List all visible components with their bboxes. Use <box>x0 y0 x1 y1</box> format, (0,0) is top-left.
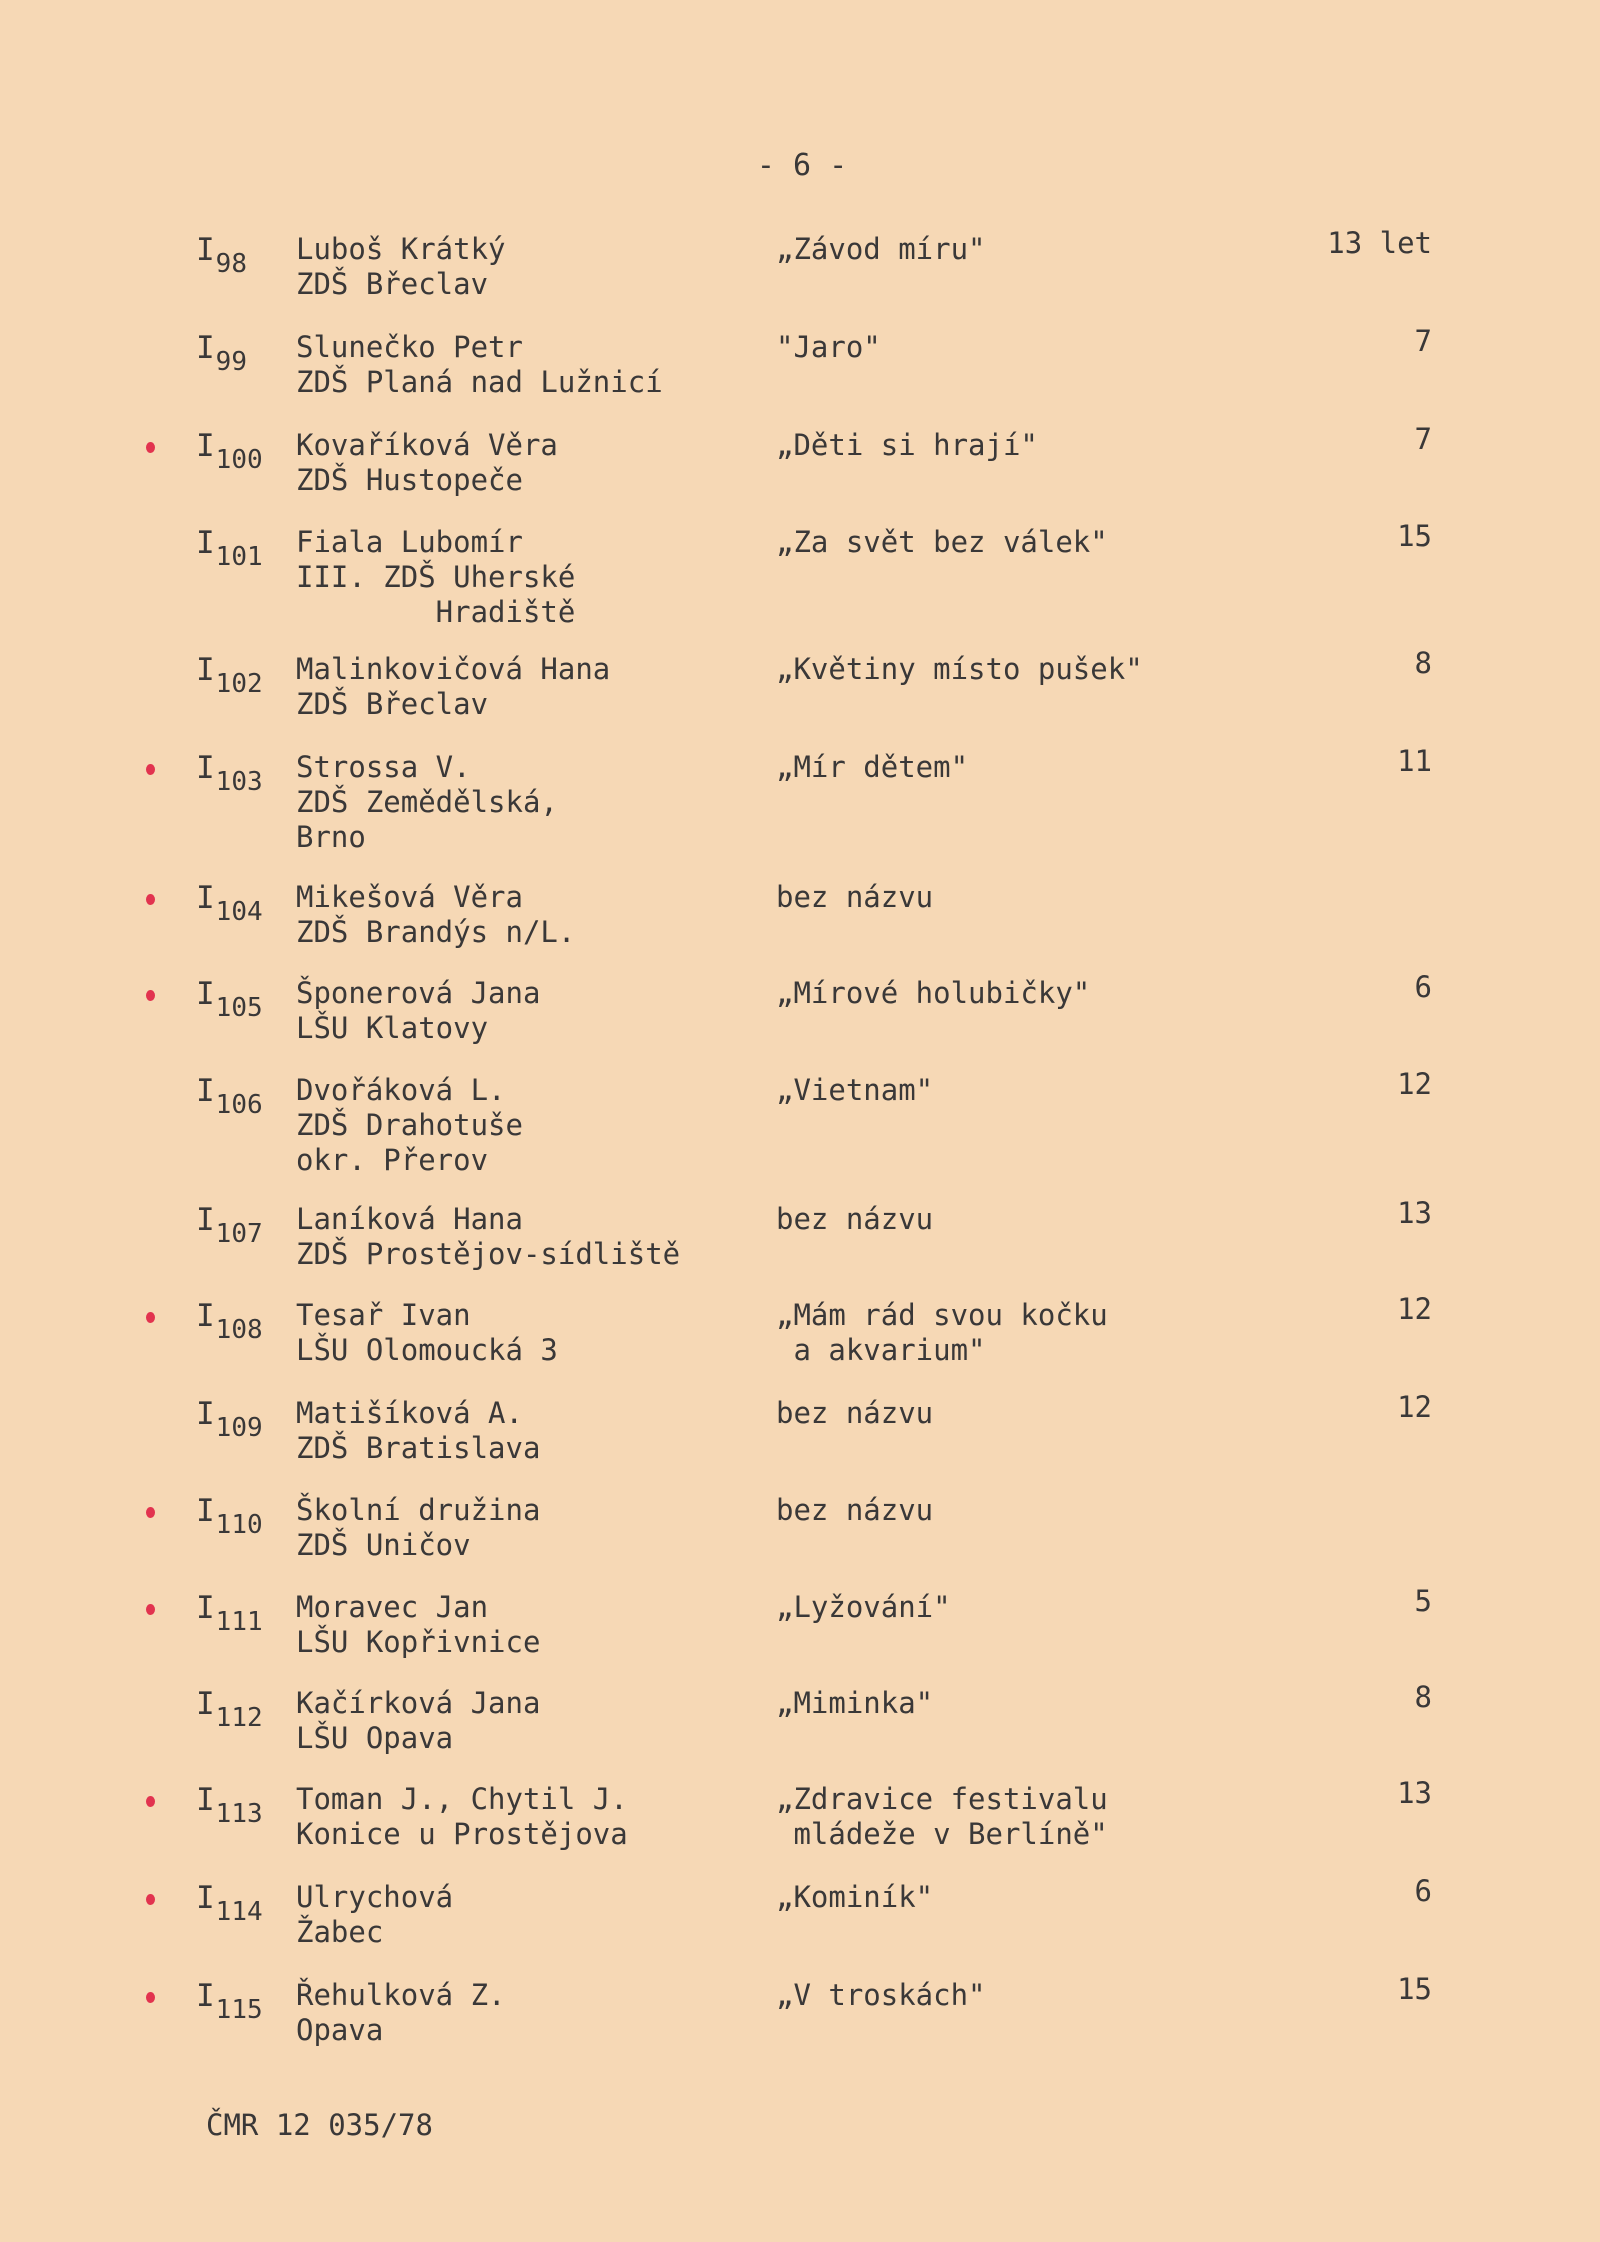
entry-age: 15 <box>1397 1972 1432 2006</box>
entry-title: „Kominík" <box>776 1880 934 1914</box>
red-mark-icon <box>146 894 155 905</box>
entry-author: Šponerová Jana LŠU Klatovy <box>296 976 541 1045</box>
entry-age: 13 <box>1397 1776 1432 1810</box>
entry-reference: $I_{113}$ <box>196 1782 263 1829</box>
entry-reference: $I_{101}$ <box>196 525 263 572</box>
entry-age: 13 <box>1397 1196 1432 1230</box>
entry-reference: $I_{102}$ <box>196 652 263 699</box>
red-mark-icon <box>146 442 155 453</box>
red-mark-icon <box>146 990 155 1001</box>
entry-age: 7 <box>1414 324 1432 358</box>
entry-reference: $I_{99}$ <box>196 330 247 377</box>
entry-author: Kačírková Jana LŠU Opava <box>296 1686 541 1755</box>
entry-reference: $I_{106}$ <box>196 1073 263 1120</box>
red-mark-icon <box>146 1796 155 1807</box>
entry-author: Školní družina ZDŠ Uničov <box>296 1493 541 1562</box>
entry-author: Fiala Lubomír III. ZDŠ Uherské Hradiště <box>296 525 576 629</box>
red-mark-icon <box>146 1507 155 1518</box>
entry-author: Slunečko Petr ZDŠ Planá nad Lužnicí <box>296 330 663 399</box>
entry-author: Strossa V. ZDŠ Zemědělská, Brno <box>296 750 558 854</box>
entry-author: Ulrychová Žabec <box>296 1880 454 1949</box>
entry-age: 13 let <box>1327 226 1432 260</box>
entry-age: 12 <box>1397 1292 1432 1326</box>
entry-age: 6 <box>1414 970 1432 1004</box>
entry-title: „Za svět bez válek" <box>776 525 1108 559</box>
red-mark-icon <box>146 1312 155 1323</box>
entry-age: 8 <box>1414 1680 1432 1714</box>
entry-title: bez názvu <box>776 1202 934 1236</box>
entry-title: bez názvu <box>776 1493 934 1527</box>
entry-title: „Závod míru" <box>776 232 986 266</box>
entry-reference: $I_{100}$ <box>196 428 263 475</box>
entry-reference: $I_{107}$ <box>196 1202 263 1249</box>
entry-title: „Mám rád svou kočku a akvarium" <box>776 1298 1108 1367</box>
entry-reference: $I_{103}$ <box>196 750 263 797</box>
entry-reference: $I_{104}$ <box>196 880 263 927</box>
red-mark-icon <box>146 1604 155 1615</box>
entry-title: „Vietnam" <box>776 1073 934 1107</box>
entry-author: Luboš Krátký ZDŠ Břeclav <box>296 232 506 301</box>
entry-age: 11 <box>1397 744 1432 778</box>
red-mark-icon <box>146 764 155 775</box>
entry-author: Dvořáková L. ZDŠ Drahotuše okr. Přerov <box>296 1073 523 1177</box>
entry-age: 12 <box>1397 1067 1432 1101</box>
entry-author: Toman J., Chytil J. Konice u Prostějova <box>296 1782 628 1851</box>
entry-title: „Miminka" <box>776 1686 934 1720</box>
entry-author: Matišíková A. ZDŠ Bratislava <box>296 1396 541 1465</box>
entry-title: „Květiny místo pušek" <box>776 652 1143 686</box>
entry-title: „V troskách" <box>776 1978 986 2012</box>
entry-reference: $I_{98}$ <box>196 232 247 279</box>
entry-author: Mikešová Věra ZDŠ Brandýs n/L. <box>296 880 576 949</box>
entry-title: „Zdravice festivalu mládeže v Berlíně" <box>776 1782 1108 1851</box>
entry-age: 8 <box>1414 646 1432 680</box>
entry-age: 12 <box>1397 1390 1432 1424</box>
entry-age: 15 <box>1397 519 1432 553</box>
entry-reference: $I_{108}$ <box>196 1298 263 1345</box>
entry-title: "Jaro" <box>776 330 881 364</box>
entry-title: „Mír dětem" <box>776 750 969 784</box>
entry-title: bez názvu <box>776 1396 934 1430</box>
entry-reference: $I_{112}$ <box>196 1686 263 1733</box>
red-mark-icon <box>146 1992 155 2003</box>
entry-author: Moravec Jan LŠU Kopřivnice <box>296 1590 541 1659</box>
entry-reference: $I_{110}$ <box>196 1493 263 1540</box>
entry-author: Kovaříková Věra ZDŠ Hustopeče <box>296 428 558 497</box>
page-number: - 6 - <box>756 148 848 183</box>
footer-code: ČMR 12 035/78 <box>206 2108 433 2142</box>
entry-age: 7 <box>1414 422 1432 456</box>
red-mark-icon <box>146 1894 155 1905</box>
entry-reference: $I_{114}$ <box>196 1880 263 1927</box>
entry-author: Malinkovičová Hana ZDŠ Břeclav <box>296 652 611 721</box>
entry-author: Řehulková Z. Opava <box>296 1978 506 2047</box>
entry-reference: $I_{105}$ <box>196 976 263 1023</box>
entry-title: bez názvu <box>776 880 934 914</box>
entry-title: „Lyžování" <box>776 1590 951 1624</box>
entry-title: „Mírové holubičky" <box>776 976 1091 1010</box>
entry-author: Laníková Hana ZDŠ Prostějov-sídliště <box>296 1202 681 1271</box>
entry-reference: $I_{111}$ <box>196 1590 263 1637</box>
entry-age: 6 <box>1414 1874 1432 1908</box>
entry-title: „Děti si hrají" <box>776 428 1038 462</box>
entry-reference: $I_{109}$ <box>196 1396 263 1443</box>
entry-age: 5 <box>1414 1584 1432 1618</box>
entry-author: Tesař Ivan LŠU Olomoucká 3 <box>296 1298 558 1367</box>
entry-reference: $I_{115}$ <box>196 1978 263 2025</box>
